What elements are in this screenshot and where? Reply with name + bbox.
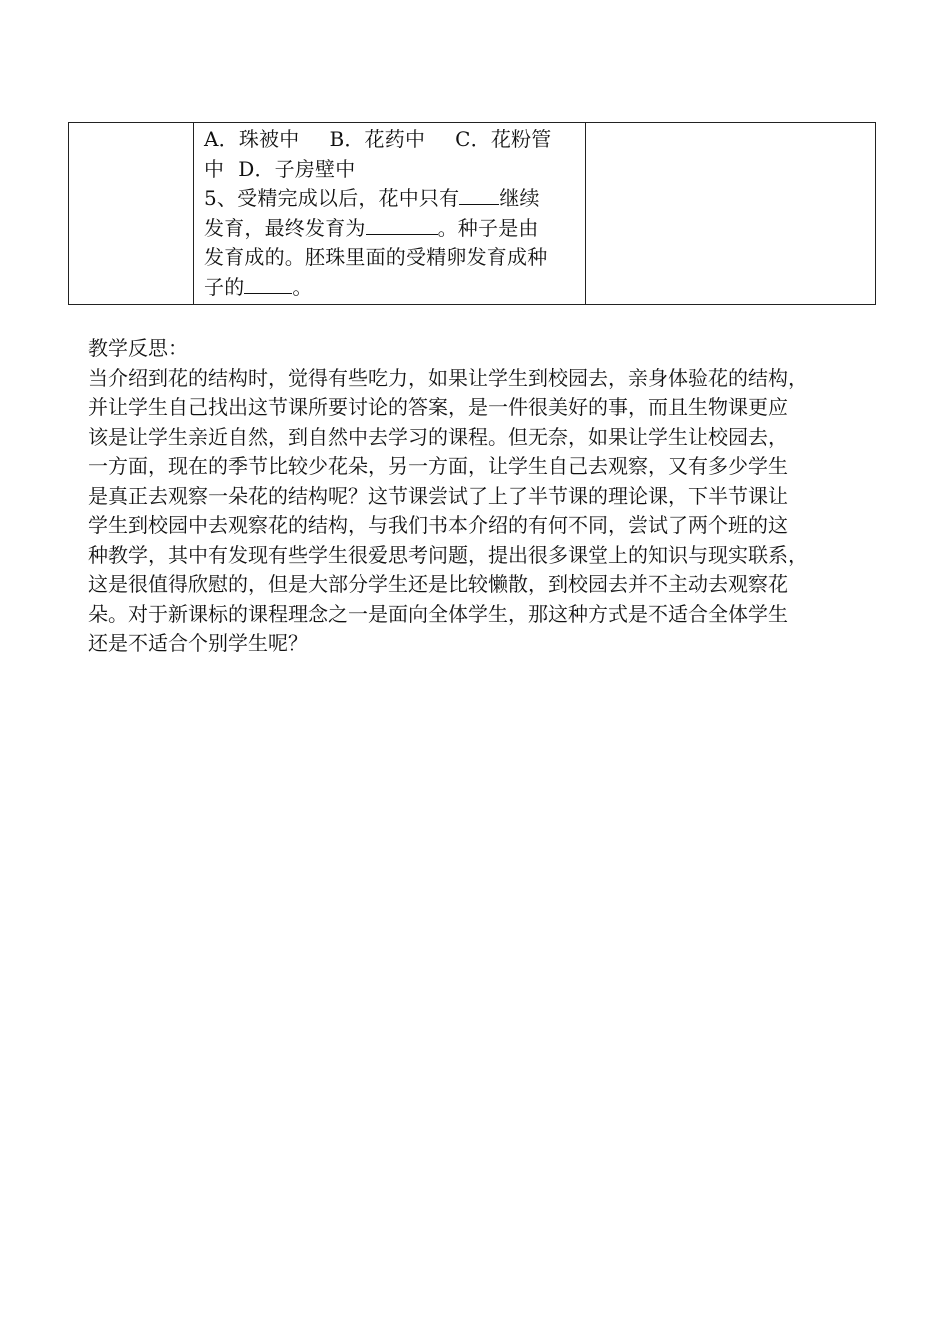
table-cell-left	[69, 123, 194, 305]
answer-blank	[459, 185, 499, 205]
reflection-line: 这是很值得欣慰的，但是大部分学生还是比较懒散，到校园去并不主动去观察花	[88, 572, 788, 596]
reflection-line: 种教学，其中有发现有些学生很爱思考问题，提出很多课堂上的知识与现实联系，	[88, 542, 808, 567]
reflection-heading: 教学反思：	[88, 336, 188, 360]
table-cell-exercises	[194, 123, 586, 305]
question-5-text: 。	[292, 274, 313, 299]
question-5-line-2	[204, 214, 577, 244]
reflection-line: 学生到校园中去观察花的结构，与我们书本介绍的有何不同，尝试了两个班的这	[88, 513, 788, 537]
reflection-line: 并让学生自己找出这节课所要讨论的答案，是一件很美好的事，而且生物课更应	[88, 395, 788, 419]
answer-blank	[366, 215, 438, 235]
option-d: D．子房壁中	[238, 156, 356, 181]
exercise-content	[194, 123, 585, 304]
option-b: B．花药中	[329, 127, 426, 151]
option-a: A．珠被中	[204, 127, 300, 151]
answer-blank	[244, 274, 292, 294]
question-5-text: 。种子是由	[437, 215, 539, 240]
question-5-text: 子的	[204, 274, 245, 299]
table-cell-right	[586, 123, 876, 305]
reflection-line: 一方面，现在的季节比较少花朵，另一方面，让学生自己去观察，又有多少学生	[88, 454, 788, 478]
question-5-text: 发育，最终发育为	[204, 215, 366, 240]
reflection-line: 是真正去观察一朵花的结构呢？这节课尝试了上了半节课的理论课，下半节课让	[88, 483, 788, 508]
reflection-line: 当介绍到花的结构时，觉得有些吃力，如果让学生到校园去，亲身体验花的结构，	[88, 365, 808, 390]
question-5-line-3: 发育成的。胚珠里面的受精卵发育成种	[204, 245, 548, 269]
options-line-1	[204, 125, 577, 155]
question-5-text: 继续	[499, 186, 540, 210]
options-line-2	[204, 155, 577, 185]
question-5-line-1	[204, 184, 577, 214]
question-5-line-4	[204, 273, 577, 303]
reflection-line: 还是不适合个别学生呢？	[88, 631, 308, 655]
question-5-text: 5、受精完成以后，花中只有	[204, 186, 460, 210]
reflection-line: 朵。对于新课标的课程理念之一是面向全体学生，那这种方式是不适合全体学生	[88, 601, 788, 626]
teaching-reflection	[88, 334, 888, 659]
table-row	[69, 123, 876, 305]
lesson-table	[68, 122, 876, 305]
reflection-line: 该是让学生亲近自然，到自然中去学习的课程。但无奈，如果让学生让校园去，	[88, 424, 788, 449]
option-c-continued: 中	[204, 156, 225, 181]
option-c: C．花粉管	[455, 127, 552, 151]
